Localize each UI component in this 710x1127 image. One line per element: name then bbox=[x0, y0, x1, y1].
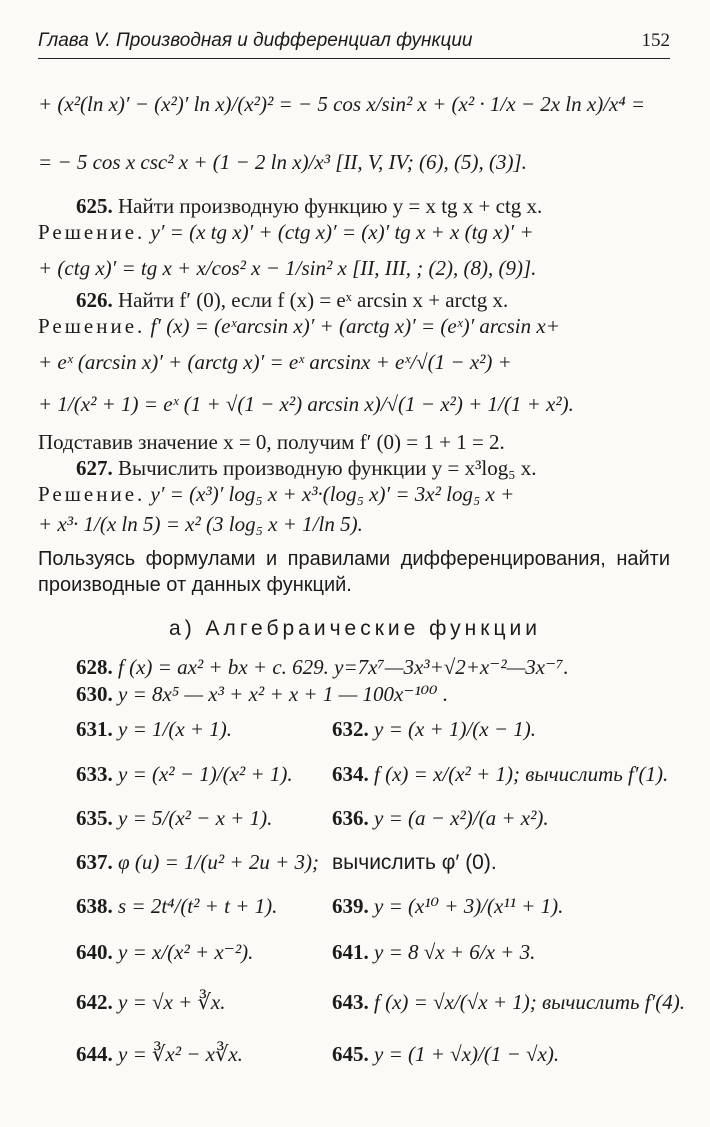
problem-636 bbox=[332, 806, 549, 831]
problem-number: 632. bbox=[332, 717, 369, 741]
problem-641 bbox=[332, 940, 535, 965]
problem-639 bbox=[332, 894, 563, 919]
problem-text: y = 1/(x + 1). bbox=[118, 717, 233, 741]
problem-text: вычислить φ′ (0). bbox=[332, 851, 497, 874]
formula-line-1: + (x²(ln x)′ − (x²)′ ln x)/(x²)² = − 5 cos x/sin² x + (x² · 1/x − 2x ln x)/x⁴ = bbox=[38, 92, 646, 116]
problem-number: 644. bbox=[76, 1042, 113, 1066]
problem-638 bbox=[76, 894, 277, 919]
problem-number: 625. bbox=[76, 194, 113, 218]
problem-number: 642. bbox=[76, 990, 113, 1014]
solution-627-line-2: + x³· 1/(x ln 5) = x² (3 log₅ x + 1/ln 5). bbox=[38, 512, 363, 536]
problem-640 bbox=[76, 940, 253, 965]
problem-text: y = 5/(x² − x + 1). bbox=[118, 806, 273, 830]
problem-text: Найти f′ (0), если f (x) = eˣ arcsin x + arctg x. bbox=[118, 288, 509, 312]
problem-text: f (x) = ax² + bx + c. 629. y=7x⁷—3x³+√2+x⁻²—3x⁻⁷. bbox=[118, 655, 569, 679]
problem-643 bbox=[332, 990, 685, 1015]
problem-628-629 bbox=[76, 655, 670, 680]
solution-label: Решение. bbox=[38, 220, 146, 244]
problem-634 bbox=[332, 762, 668, 787]
problem-number: 645. bbox=[332, 1042, 369, 1066]
problem-text: y = (a − x²)/(a + x²). bbox=[374, 806, 549, 830]
solution-label: Решение. bbox=[38, 482, 146, 506]
problem-632 bbox=[332, 717, 536, 742]
problem-text: Найти производную функцию y = x tg x + ctg x. bbox=[118, 194, 543, 218]
problem-631 bbox=[76, 717, 232, 742]
solution-text: y′ = (x³)′ log₅ x + x³·(log₅ x)′ = 3x² log₅ x + bbox=[150, 482, 515, 506]
problem-text: y = x/(x² + x⁻²). bbox=[118, 940, 254, 964]
problem-635 bbox=[76, 806, 272, 831]
problem-text: y = (x¹⁰ + 3)/(x¹¹ + 1). bbox=[374, 894, 564, 918]
solution-625-line-2: + (ctg x)′ = tg x + x/cos² x − 1/sin² x [II, III, ; (2), (8), (9)]. bbox=[38, 256, 537, 280]
problem-text: f (x) = √x/(√x + 1); вычислить f′(4). bbox=[374, 990, 685, 1014]
problem-number: 630. bbox=[76, 682, 113, 706]
problem-645 bbox=[332, 1042, 559, 1067]
problem-number: 627. bbox=[76, 456, 113, 480]
solution-text: y′ = (x tg x)′ + (ctg x)′ = (x)′ tg x + x (tg x)′ + bbox=[150, 220, 534, 244]
problem-642 bbox=[76, 990, 225, 1015]
problem-text: y = 8 √x + 6/x + 3. bbox=[374, 940, 536, 964]
problem-630 bbox=[76, 682, 670, 707]
problem-number: 635. bbox=[76, 806, 113, 830]
problem-text: s = 2t⁴/(t² + t + 1). bbox=[118, 894, 278, 918]
solution-text: f′ (x) = (eˣarcsin x)′ + (arctg x)′ = (eˣ)′ arcsin x+ bbox=[150, 314, 560, 338]
problem-number: 634. bbox=[332, 762, 369, 786]
problem-number: 637. bbox=[76, 850, 113, 874]
problem-626 bbox=[76, 288, 670, 313]
problem-number: 643. bbox=[332, 990, 369, 1014]
page-header bbox=[38, 30, 670, 60]
problem-text: y = √x + ∛x. bbox=[118, 990, 226, 1014]
chapter-title: Глава V. Производная и дифференциал функции bbox=[38, 30, 473, 51]
problem-text: y = 8x⁵ — x³ + x² + x + 1 — 100x⁻¹⁰⁰ . bbox=[118, 682, 449, 706]
solution-626-line-2: + eˣ (arcsin x)′ + (arctg x)′ = eˣ arcsinx + eˣ/√(1 − x²) + bbox=[38, 350, 512, 374]
problem-637 bbox=[76, 850, 319, 875]
solution-625-line-1 bbox=[38, 220, 670, 245]
problem-text: y = ∛x² − x∛x. bbox=[118, 1042, 243, 1066]
solution-label: Решение. bbox=[38, 314, 146, 338]
solution-626-line-3: + 1/(x² + 1) = eˣ (1 + √(1 − x²) arcsin x)/√(1 − x²) + 1/(1 + x²). bbox=[38, 392, 574, 416]
problem-text: φ (u) = 1/(u² + 2u + 3); bbox=[118, 850, 319, 874]
problem-number: 641. bbox=[332, 940, 369, 964]
problem-625 bbox=[76, 194, 670, 219]
instruction-text: Пользуясь формулами и правилами дифференцирования, найти производные от данных функций. bbox=[38, 548, 670, 596]
section-title: а) Алгебраические функции bbox=[169, 617, 541, 640]
problem-number: 633. bbox=[76, 762, 113, 786]
problem-text: f (x) = x/(x² + 1); вычислить f′(1). bbox=[374, 762, 669, 786]
problem-number: 626. bbox=[76, 288, 113, 312]
problem-number: 628. bbox=[76, 655, 113, 679]
problem-637-task bbox=[332, 850, 497, 875]
problem-text: y = (x² − 1)/(x² + 1). bbox=[118, 762, 293, 786]
problem-number: 636. bbox=[332, 806, 369, 830]
problem-number: 631. bbox=[76, 717, 113, 741]
problem-number: 639. bbox=[332, 894, 369, 918]
problem-644 bbox=[76, 1042, 243, 1067]
header-rule bbox=[38, 58, 670, 59]
problem-number: 640. bbox=[76, 940, 113, 964]
solution-627-line-1 bbox=[38, 482, 670, 507]
solution-626-line-1 bbox=[38, 314, 670, 339]
solution-626-line-4: Подставив значение x = 0, получим f′ (0) = 1 + 1 = 2. bbox=[38, 430, 505, 454]
problem-627 bbox=[76, 456, 670, 481]
formula-line-2: = − 5 cos x csc² x + (1 − 2 ln x)/x³ [II, V, IV; (6), (5), (3)]. bbox=[38, 150, 527, 174]
problem-633 bbox=[76, 762, 293, 787]
page-number: 152 bbox=[641, 30, 670, 51]
problem-text: y = (x + 1)/(x − 1). bbox=[374, 717, 537, 741]
problem-number: 638. bbox=[76, 894, 113, 918]
problem-text: Вычислить производную функции y = x³log₅ x. bbox=[118, 456, 537, 480]
problem-text: y = (1 + √x)/(1 − √x). bbox=[374, 1042, 560, 1066]
